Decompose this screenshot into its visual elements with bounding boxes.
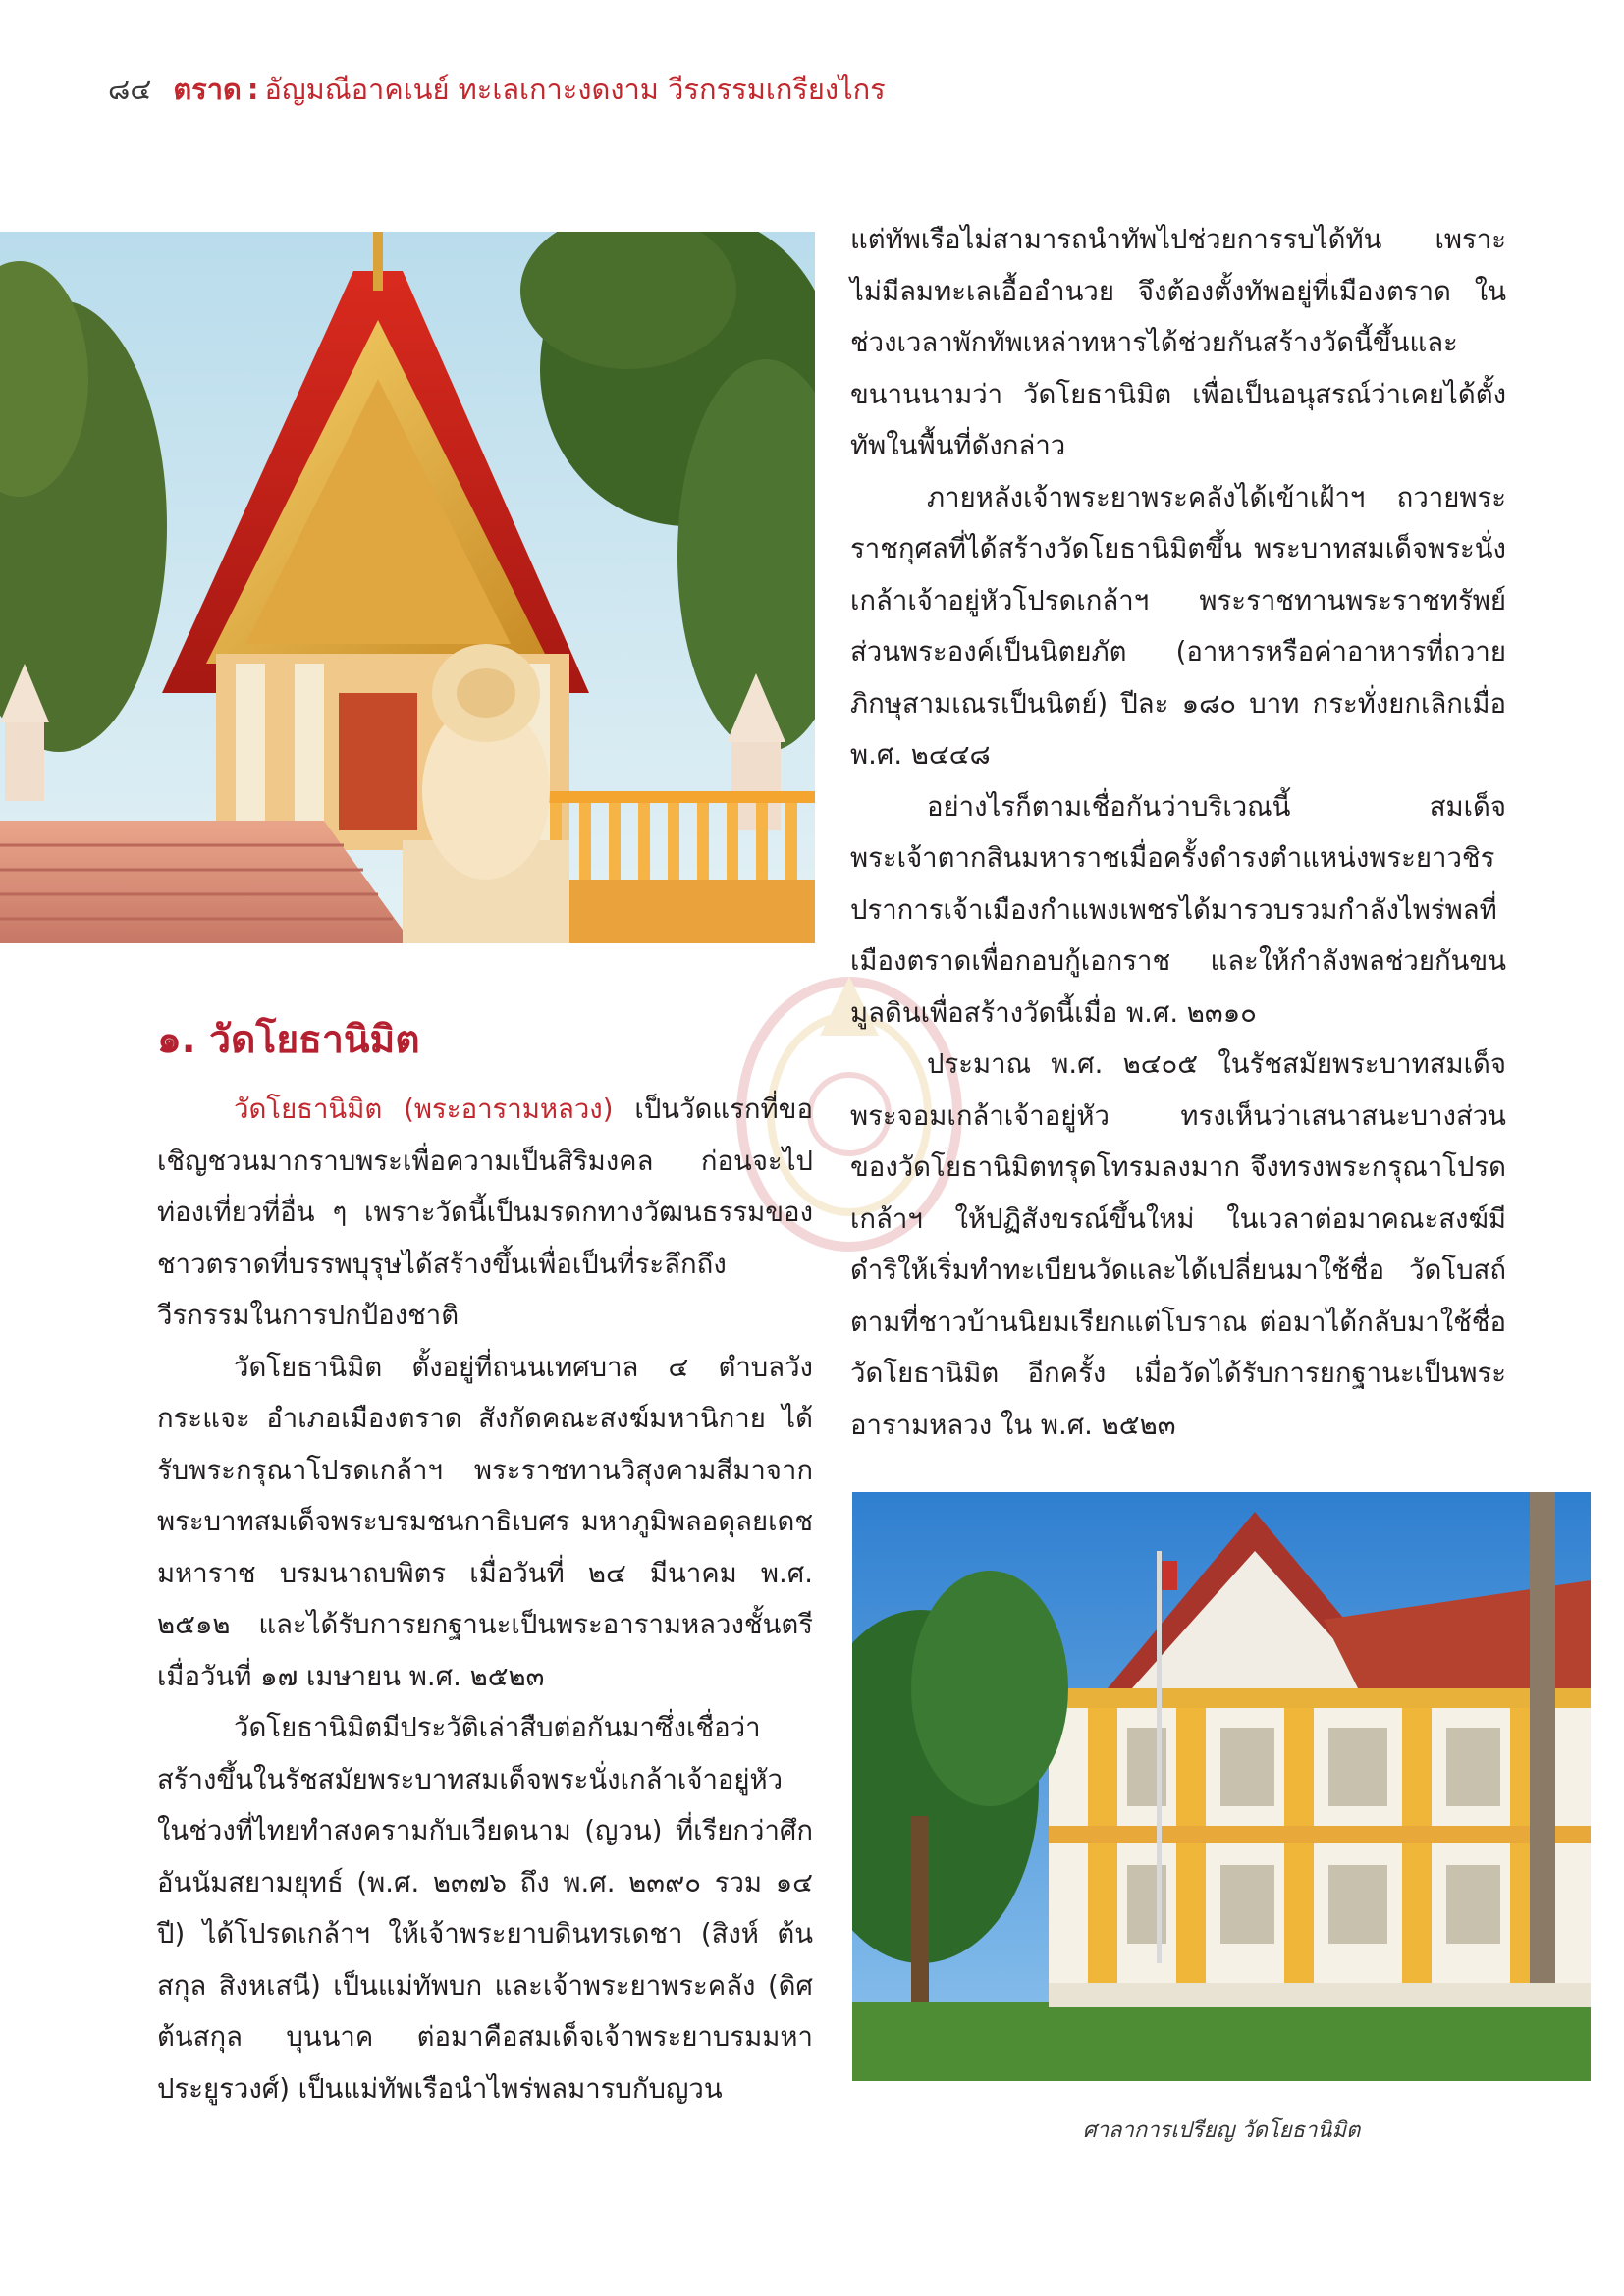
body-paragraph: แต่ทัพเรือไม่สามารถนำทัพไปช่วยการรบได้ทัน เพราะไม่มีลมทะเลเอื้ออำนวย จึงต้องตั้งทัพอยู่ที่เมืองตราด ในช่วงเวลาพักทัพเหล่าทหารได้ช่วยกันสร้างวัดนี้ขึ้นและขนานนามว่า วัดโยธานิมิต เพื่อเป็นอนุสรณ์ว่าเคยได้ตั้งทัพในพื้นที่ดังกล่าว bbox=[850, 224, 1506, 461]
province-name: ตราด bbox=[173, 73, 242, 106]
photo-caption: ศาลาการเปรียญ วัดโยธานิมิต bbox=[1082, 2118, 1361, 2143]
temple-name-highlight: วัดโยธานิมิต (พระอารามหลวง) bbox=[234, 1094, 614, 1125]
paragraph-text: เป็นวัดแรกที่ขอเชิญชวนมากราบพระเพื่อความเป็นสิริมงคล ก่อนจะไปท่องเที่ยวที่อื่น ๆ เพราะวัดนี้เป็นมรดกทางวัฒนธรรมของชาวตราดที่บรรพบุรุษได้สร้างขึ้นเพื่อเป็นที่ระลึกถึงวีรกรรมในการปกป้องชาติ bbox=[157, 1094, 813, 1331]
header-separator: : bbox=[246, 73, 259, 106]
page-number: ๘๔ bbox=[108, 73, 152, 106]
running-header bbox=[108, 67, 886, 112]
temple-ordination-hall-photo bbox=[0, 232, 815, 943]
body-paragraph: วัดโยธานิมิตมีประวัติเล่าสืบต่อกันมาซึ่งเชื่อว่าสร้างขึ้นในรัชสมัยพระบาทสมเด็จพระนั่งเกล้าเจ้าอยู่หัว ในช่วงที่ไทยทำสงครามกับเวียดนาม (ญวน) ที่เรียกว่าศึกอันนัมสยามยุทธ์ (พ.ศ. ๒๓๗๖ ถึง พ.ศ. ๒๓๙๐ รวม ๑๔ ปี) ได้โปรดเกล้าฯ ให้เจ้าพระยาบดินทรเดชา (สิงห์ ต้นสกุล สิงหเสนี) เป็นแม่ทัพบก และเจ้าพระยาพระคลัง (ดิศ ต้นสกุล บุนนาค ต่อมาคือสมเด็จเจ้าพระยาบรมมหาประยูรวงศ์) เป็นแม่ทัพเรือนำไพร่พลมารบกับญวน bbox=[157, 1712, 813, 2105]
preaching-hall-photo bbox=[852, 1492, 1591, 2081]
body-paragraph: ภายหลังเจ้าพระยาพระคลังได้เข้าเฝ้าฯ ถวายพระราชกุศลที่ได้สร้างวัดโยธานิมิตขึ้น พระบาทสมเด็จพระนั่งเกล้าเจ้าอยู่หัวโปรดเกล้าฯ พระราชทานพระราชทรัพย์ส่วนพระองค์เป็นนิตยภัต (อาหารหรือค่าอาหารที่ถวายภิกษุสามเณรเป็นนิตย์) ปีละ ๑๘๐ บาท กระทั่งยกเลิกเมื่อ พ.ศ. ๒๔๔๘ bbox=[850, 481, 1506, 771]
body-paragraph bbox=[157, 1084, 813, 1342]
left-text-column bbox=[157, 1084, 813, 2114]
body-paragraph: ประมาณ พ.ศ. ๒๔๐๕ ในรัชสมัยพระบาทสมเด็จพระจอมเกล้าเจ้าอยู่หัว ทรงเห็นว่าเสนาสนะบางส่วนของวัดโยธานิมิตทรุดโทรมลงมาก จึงทรงพระกรุณาโปรดเกล้าฯ ให้ปฏิสังขรณ์ขึ้นใหม่ ในเวลาต่อมาคณะสงฆ์มีดำริให้เริ่มทำทะเบียนวัดและได้เปลี่ยนมาใช้ชื่อ วัดโบสถ์ ตามที่ชาวบ้านนิยมเรียกแต่โบราณ ต่อมาได้กลับมาใช้ชื่อ วัดโยธานิมิต อีกครั้ง เมื่อวัดได้รับการยกฐานะเป็นพระอารามหลวง ใน พ.ศ. ๒๕๒๓ bbox=[850, 1048, 1506, 1441]
right-text-column bbox=[850, 214, 1506, 1451]
chapter-subtitle: อัญมณีอาคเนย์ ทะเลเกาะงดงาม วีรกรรมเกรียงไกร bbox=[264, 73, 886, 106]
body-paragraph: วัดโยธานิมิต ตั้งอยู่ที่ถนนเทศบาล ๔ ตำบลวังกระแจะ อำเภอเมืองตราด สังกัดคณะสงฆ์มหานิกาย ได้รับพระกรุณาโปรดเกล้าฯ พระราชทานวิสุงคามสีมาจากพระบาทสมเด็จพระบรมชนกาธิเบศร มหาภูมิพลอดุลยเดช มหาราช บรมนาถบพิตร เมื่อวันที่ ๒๔ มีนาคม พ.ศ. ๒๕๑๒ และได้รับการยกฐานะเป็นพระอารามหลวงชั้นตรี เมื่อวันที่ ๑๗ เมษายน พ.ศ. ๒๕๒๓ bbox=[157, 1351, 813, 1692]
body-paragraph: อย่างไรก็ตามเชื่อกันว่าบริเวณนี้ สมเด็จพระเจ้าตากสินมหาราชเมื่อครั้งดำรงตำแหน่งพระยาวชิรปราการเจ้าเมืองกำแพงเพชรได้มารวบรวมกำลังไพร่พลที่เมืองตราดเพื่อกอบกู้เอกราช และให้กำลังพลช่วยกันขนมูลดินเพื่อสร้างวัดนี้เมื่อ พ.ศ. ๒๓๑๐ bbox=[850, 790, 1506, 1029]
section-heading: ๑. วัดโยธานิมิต bbox=[157, 1018, 420, 1062]
